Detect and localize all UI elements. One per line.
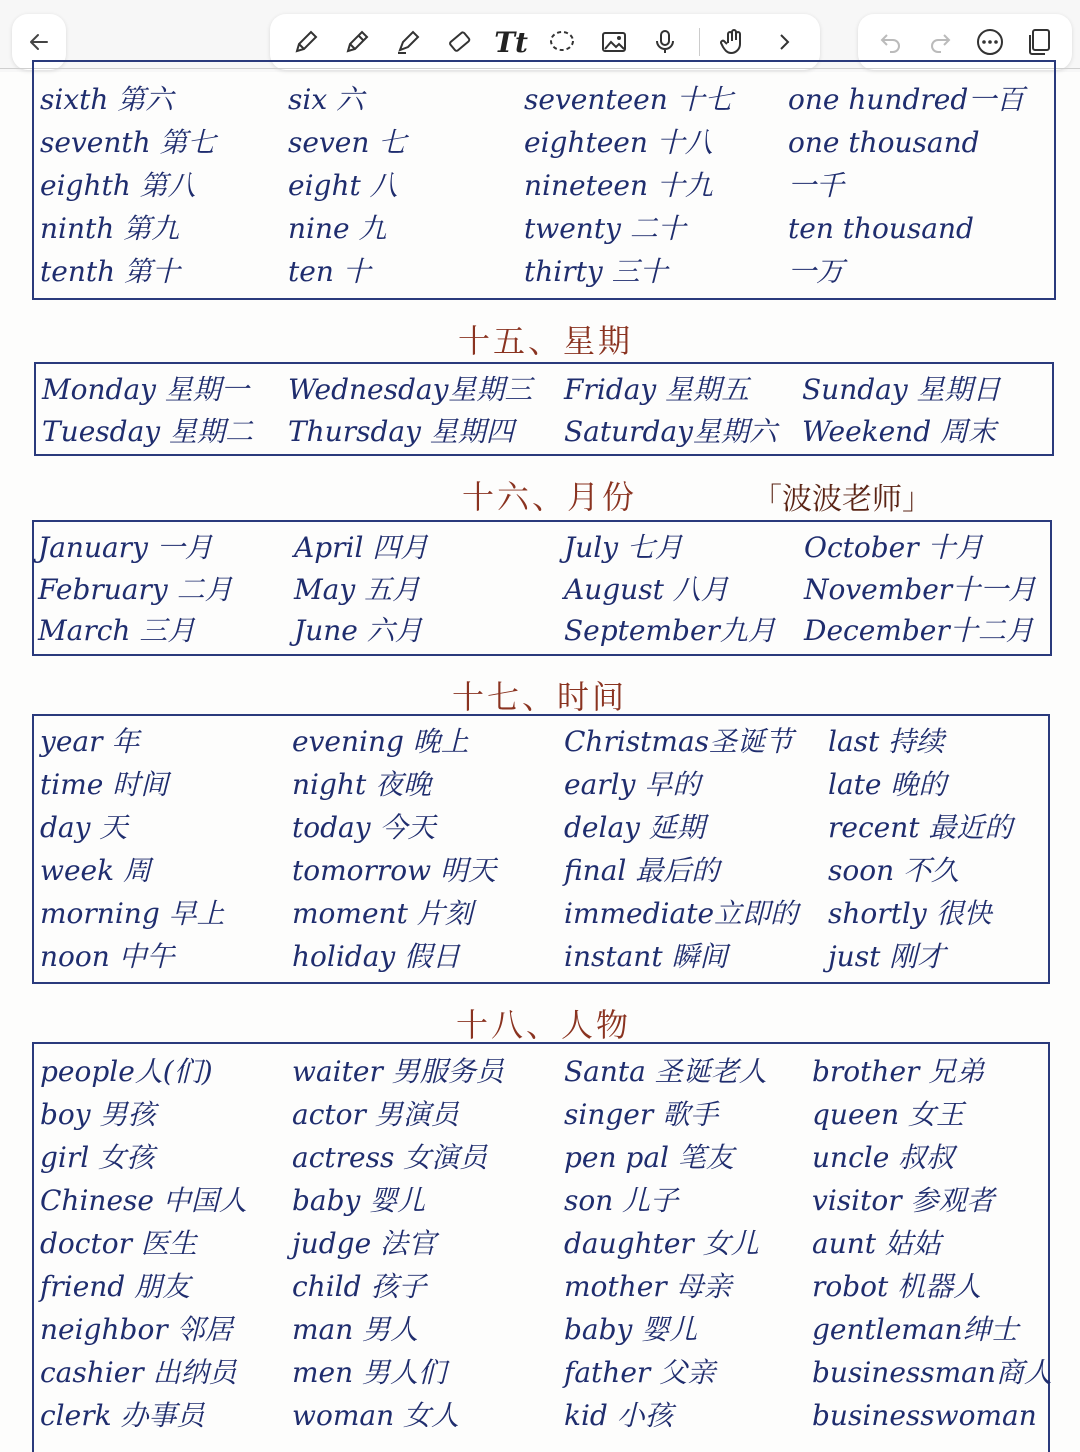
- list-item: October 十月: [804, 531, 984, 564]
- list-item: woman 女人: [292, 1399, 460, 1432]
- table-row: [34, 252, 1054, 296]
- list-item: eight 八: [288, 169, 398, 202]
- list-item: evening 晚上: [292, 725, 469, 758]
- table-row: [34, 528, 1050, 572]
- table-row: [34, 570, 1050, 614]
- list-item: January 一月: [38, 531, 213, 564]
- table-row: [34, 937, 1048, 981]
- table-row: [34, 1095, 1048, 1139]
- hand-pointer-icon[interactable]: [715, 24, 751, 60]
- list-item: Christmas圣诞节: [564, 725, 794, 758]
- list-item: noon 中午: [40, 940, 175, 973]
- list-item: November十一月: [804, 573, 1037, 606]
- list-item: one hundred一百: [788, 83, 1025, 116]
- list-item: sixth 第六: [40, 83, 174, 116]
- list-item: Friday 星期五: [564, 373, 750, 406]
- list-item: neighbor 邻居: [40, 1313, 233, 1346]
- list-item: Saturday星期六: [564, 415, 777, 448]
- list-item: seventh 第七: [40, 126, 216, 159]
- list-item: visitor 参观者: [812, 1184, 995, 1217]
- table-row: [34, 1052, 1048, 1096]
- microphone-icon[interactable]: [647, 24, 683, 60]
- list-item: brother 兄弟: [812, 1055, 985, 1088]
- list-item: nineteen 十九: [524, 169, 713, 202]
- list-item: March 三月: [38, 614, 196, 647]
- table-row: [36, 370, 1052, 414]
- list-item: immediate立即的: [564, 897, 799, 930]
- list-item: last 持续: [828, 725, 945, 758]
- table-row: [34, 166, 1054, 210]
- list-item: gentleman绅士: [812, 1313, 1019, 1346]
- list-item: tenth 第十: [40, 255, 181, 288]
- chevron-right-icon[interactable]: [766, 24, 802, 60]
- table-row: [34, 894, 1048, 938]
- list-item: September九月: [564, 614, 776, 647]
- list-item: Tuesday 星期二: [42, 415, 253, 448]
- eraser-icon[interactable]: [442, 24, 478, 60]
- highlighter-icon[interactable]: [390, 24, 426, 60]
- undo-icon[interactable]: [873, 24, 909, 60]
- months-table: [32, 520, 1052, 656]
- list-item: July 七月: [564, 531, 683, 564]
- lasso-icon[interactable]: [544, 24, 580, 60]
- section-title-months: 十六、月份: [462, 478, 638, 516]
- back-arrow-icon: [21, 24, 57, 60]
- list-item: singer 歌手: [564, 1098, 719, 1131]
- list-item: seventeen 十七: [524, 83, 733, 116]
- table-row: [34, 1353, 1052, 1397]
- list-item: businessman商人: [812, 1356, 1052, 1389]
- list-item: ten 十: [288, 255, 371, 288]
- list-item: businesswoman: [812, 1399, 1037, 1432]
- list-item: February 二月: [38, 573, 233, 606]
- list-item: Weekend 周末: [802, 415, 997, 448]
- list-item: week 周: [40, 854, 151, 887]
- list-item: actor 男演员: [292, 1098, 459, 1131]
- list-item: ten thousand: [788, 212, 974, 245]
- section-title-time: 十七、时间: [452, 678, 628, 716]
- list-item: clerk 办事员: [40, 1399, 205, 1432]
- list-item: early 早的: [564, 768, 701, 801]
- list-item: friend 朋友: [40, 1270, 191, 1303]
- list-item: uncle 叔叔: [812, 1141, 955, 1174]
- list-item: daughter 女儿: [564, 1227, 759, 1260]
- list-item: shortly 很快: [828, 897, 992, 930]
- list-item: doctor 医生: [40, 1227, 197, 1260]
- list-item: Chinese 中国人: [40, 1184, 247, 1217]
- list-item: day 天: [40, 811, 128, 844]
- table-row: [34, 1224, 1048, 1268]
- list-item: instant 瞬间: [564, 940, 728, 973]
- list-item: time 时间: [40, 768, 169, 801]
- table-row: [34, 80, 1054, 124]
- list-item: just 刚才: [828, 940, 946, 973]
- list-item: 一千: [788, 169, 845, 202]
- table-row: [34, 1138, 1048, 1182]
- text-tool-icon[interactable]: Tt: [494, 25, 528, 59]
- list-item: baby 婴儿: [292, 1184, 426, 1217]
- list-item: kid 小孩: [564, 1399, 673, 1432]
- section-title-people: 十八、人物: [456, 1006, 632, 1044]
- list-item: Sunday 星期日: [802, 373, 1001, 406]
- pencil-icon[interactable]: [339, 24, 375, 60]
- list-item: man 男人: [292, 1313, 419, 1346]
- list-item: June 六月: [294, 614, 423, 647]
- section-title-weekdays: 十五、星期: [458, 322, 634, 360]
- list-item: eighteen 十八: [524, 126, 713, 159]
- redo-icon[interactable]: [922, 24, 958, 60]
- numbers-table: [32, 60, 1056, 300]
- list-item: 一万: [788, 255, 845, 288]
- list-item: twenty 二十: [524, 212, 686, 245]
- time-table: [32, 714, 1050, 984]
- list-item: pen pal 笔友: [564, 1141, 734, 1174]
- list-item: six 六: [288, 83, 365, 116]
- list-item: moment 片刻: [292, 897, 473, 930]
- list-item: cashier 出纳员: [40, 1356, 237, 1389]
- table-row: [34, 1310, 1048, 1354]
- list-item: year 年: [40, 725, 140, 758]
- list-item: eighth 第八: [40, 169, 196, 202]
- list-item: actress 女演员: [292, 1141, 488, 1174]
- list-item: April 四月: [294, 531, 429, 564]
- list-item: boy 男孩: [40, 1098, 156, 1131]
- table-row: [34, 851, 1048, 895]
- list-item: child 孩子: [292, 1270, 427, 1303]
- list-item: today 今天: [292, 811, 436, 844]
- toolbar-divider: [699, 28, 700, 56]
- list-item: recent 最近的: [828, 811, 1013, 844]
- weekdays-table: [34, 362, 1054, 456]
- table-row: [34, 1267, 1048, 1311]
- table-row: [34, 765, 1048, 809]
- table-row: [34, 123, 1054, 167]
- list-item: delay 延期: [564, 811, 705, 844]
- list-item: thirty 三十: [524, 255, 668, 288]
- list-item: tomorrow 明天: [292, 854, 497, 887]
- list-item: August 八月: [564, 573, 729, 606]
- list-item: judge 法官: [292, 1227, 437, 1260]
- list-item: Wednesday星期三: [288, 373, 533, 406]
- list-item: robot 机器人: [812, 1270, 982, 1303]
- table-row: [34, 1181, 1048, 1225]
- list-item: father 父亲: [564, 1356, 716, 1389]
- list-item: Thursday 星期四: [288, 415, 514, 448]
- list-item: holiday 假日: [292, 940, 461, 973]
- list-item: mother 母亲: [564, 1270, 732, 1303]
- list-item: Monday 星期一: [42, 373, 249, 406]
- more-icon[interactable]: [972, 24, 1008, 60]
- list-item: son 儿子: [564, 1184, 679, 1217]
- table-row: [34, 722, 1048, 766]
- list-item: late 晚的: [828, 768, 947, 801]
- list-item: nine 九: [288, 212, 387, 245]
- teacher-label: 「波波老师」: [752, 482, 932, 517]
- list-item: aunt 姑姑: [812, 1227, 941, 1260]
- list-item: girl 女孩: [40, 1141, 155, 1174]
- list-item: one thousand: [788, 126, 980, 159]
- list-item: final 最后的: [564, 854, 720, 887]
- image-icon[interactable]: [596, 24, 632, 60]
- table-row: [34, 611, 1050, 655]
- list-item: waiter 男服务员: [292, 1055, 504, 1088]
- table-row: [36, 412, 1052, 456]
- list-item: ninth 第九: [40, 212, 180, 245]
- pages-icon[interactable]: [1021, 24, 1057, 60]
- list-item: night 夜晚: [292, 768, 432, 801]
- list-item: December十二月: [804, 614, 1034, 647]
- table-row: [34, 808, 1048, 852]
- list-item: queen 女王: [812, 1098, 965, 1131]
- table-row: [34, 209, 1054, 253]
- list-item: seven 七: [288, 126, 407, 159]
- list-item: men 男人们: [292, 1356, 447, 1389]
- list-item: soon 不久: [828, 854, 960, 887]
- list-item: baby 婴儿: [564, 1313, 698, 1346]
- list-item: people人(们): [40, 1055, 213, 1088]
- pen-icon[interactable]: [288, 24, 324, 60]
- list-item: morning 早上: [40, 897, 225, 930]
- table-row: [34, 1396, 1048, 1440]
- people-table: [32, 1042, 1050, 1452]
- list-item: Santa 圣诞老人: [564, 1055, 767, 1088]
- list-item: May 五月: [294, 573, 421, 606]
